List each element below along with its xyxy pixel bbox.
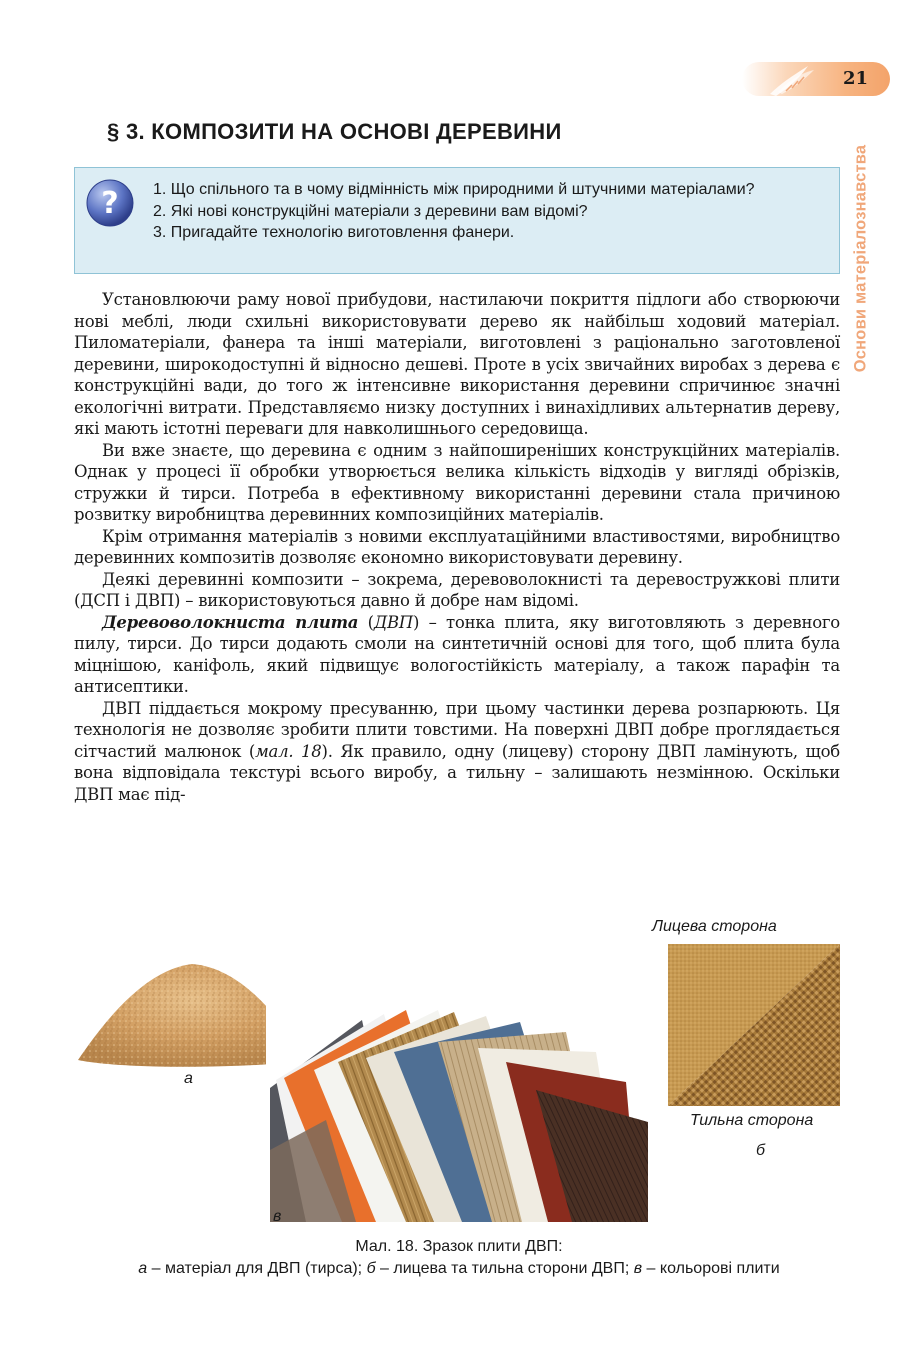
svg-text:?: ? [101,186,119,221]
question-item: 1. Що спільного та в чому відмінність між природними й штучними матеріалами? [153,181,755,198]
text-span: ). Як правило, одну (лицеву) сторону ДВП ламінують, щоб вона відповідала текстурі всього виробу, а тильну – залишають незмінною. Оскільки ДВП має під- [74,741,840,804]
questions-list [153,179,833,244]
text-span: ДВП піддається мокрому пресуванню, при цьому частинки дерева розпарюють. Ця технологія не дозволяє зробити плити товстими. На поверхні ДВП добре проглядається сітчастий малюнок ( [74,698,840,761]
front-side-label: Лицева сторона [652,918,777,935]
text-span: ( [358,612,374,632]
caption-letter: в [633,1260,643,1277]
side-section-label [848,118,874,398]
question-item: 2. Які нові конструкційні матеріали з деревини вам відомі? [153,202,588,220]
fiberboard-panel-image [668,944,840,1106]
questions-box [74,167,840,274]
caption-legend [40,1258,878,1280]
caption-text: – матеріал для ДВП (тирса); [147,1260,367,1277]
abbreviation: ДВП [373,612,414,632]
caption-letter: а [138,1260,148,1277]
paragraph [74,612,840,698]
section-title: § 3. КОМПОЗИТИ НА ОСНОВІ ДЕРЕВИНИ [107,119,562,144]
caption-letter: б [366,1260,376,1277]
figure-reference: мал. 18 [255,741,322,761]
side-label-text: Основи матеріалознавства [851,144,870,372]
paragraph: Деякі деревинні композити – зокрема, деревоволокнисті та деревостружкові плити (ДСП і ДВП) – використовуються давно й добре нам відомі. [74,569,840,610]
question-mark-icon [85,178,135,228]
figure-label-v: в [273,1208,282,1225]
term-fiberboard: Деревоволокниста плита [102,612,359,632]
figure-label-b: б [756,1142,765,1159]
figure-caption [40,1236,878,1280]
paragraph: Установлюючи раму нової прибудови, настилаючи покриття підлоги або створюючи нові меблі, люди схильні використовувати дерево як найбільш ходовий матеріал. Пиломатеріали, фанера та інші матеріали, виготовлені з раціонально заготовленої деревини, широкодоступні й відносно дешеві. Проте в усіх звичайних виробах з дерева є конструкційні вади, до того ж інтенсивне використання деревини спричинює значні екологічні витрати. Представляємо низку доступних і винахідливих альтернатив дереву, які мають істотні переваги для навколишнього середовища. [74,290,840,438]
caption-text: – лицева та тильна сторони ДВП; [375,1260,634,1277]
paragraph [74,698,840,806]
question-item: 3. Пригадайте технологію виготовлення фанери. [153,224,515,241]
colored-boards-image [266,1000,648,1222]
text-span: ) – тонка плита, яку виготовляють з деревного пилу, тирси. До тирси додають смоли на синтетичній основі для того, щоб плита була міцнішою, каніфоль, який підвищує вологостійкість матеріалу, а також парафін та антисептики. [74,612,840,696]
caption-text: – кольорові плити [642,1260,780,1277]
page-number-tab [742,62,890,96]
paragraph: Крім отримання матеріалів з новими експлуатаційними властивостями, виробництво деревинних композитів дозволяє економно використовувати деревину. [74,526,840,567]
figure-label-a: а [184,1070,193,1087]
back-side-label: Тильна сторона [690,1112,814,1129]
page-number: 21 [842,68,868,89]
paragraph: Ви вже знаєте, що деревина є одним з найпоширеніших конструкційних матеріалів. Однак у процесі її обробки утворюється велика кількість відходів у вигляді обрізків, стружки й тирси. Потреба в ефективному використанні деревини стала причиною розвитку виробництва деревинних композиційних матеріалів. [74,440,840,524]
caption-title: Мал. 18. Зразок плити ДВП: [355,1238,563,1255]
wood-shavings-icon [762,58,822,98]
body-text [74,289,840,805]
